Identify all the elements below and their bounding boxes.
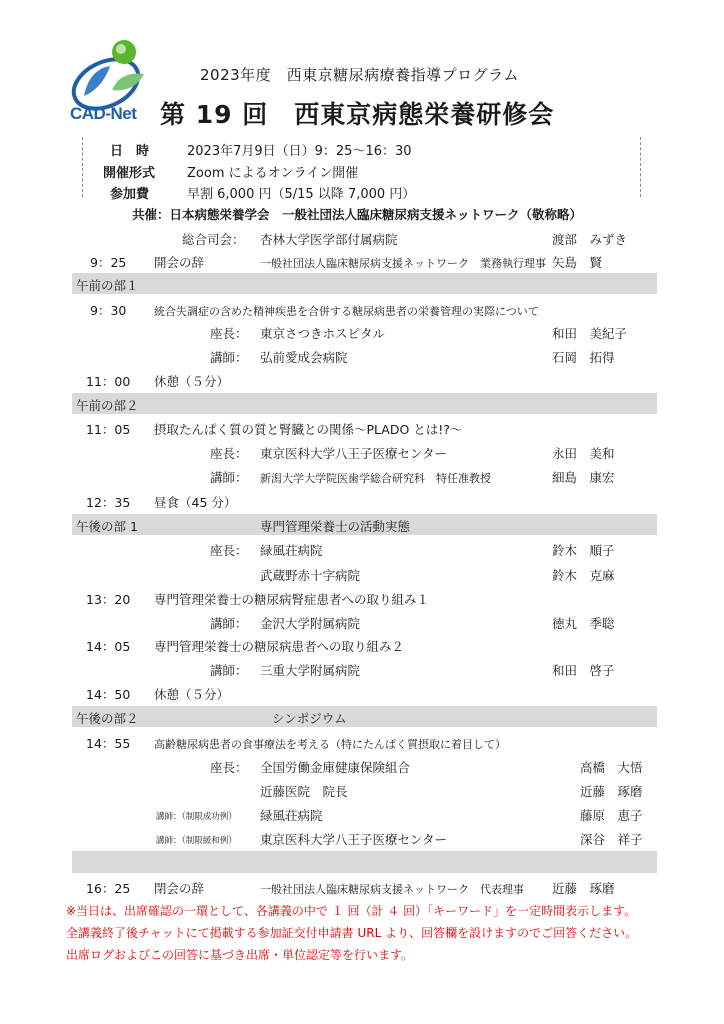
pm1a-topic: 専門管理栄養士の糖尿病腎症患者への取り組み１: [154, 592, 430, 607]
pm1b-lecturer-role: 講師：: [210, 663, 248, 678]
pm1a-time: 13：20: [86, 592, 131, 607]
am2-topic-row: [72, 417, 657, 439]
section-pm1: 午後の部 1: [76, 519, 138, 534]
pm2-lecturer-name-1: 藤原 恵子: [580, 808, 643, 823]
fee-value: 早割 6,000 円（5/15 以降 7,000 円）: [187, 187, 416, 202]
break2-row: [72, 682, 657, 704]
opening-time: 9：25: [90, 255, 127, 270]
pm1a-lecturer-row: [72, 611, 657, 633]
section-am2: 午前の部２: [76, 398, 139, 413]
am1-time: 9：30: [90, 303, 127, 318]
am2-chair-org: 東京医科大学八王子医療センター: [260, 446, 448, 461]
am2-lecturer-org: 新潟大学大学院医歯学総合研究科 特任准教授: [260, 472, 491, 485]
mc-role: 総合司会：: [182, 232, 245, 247]
am2-chair-name: 永田 美和: [552, 446, 615, 461]
pm2-chair-org-1: 全国労働金庫健康保険組合: [260, 760, 411, 775]
pm1-chair-name-2: 鈴木 克麻: [552, 568, 615, 583]
date-label: 日 時: [110, 144, 150, 159]
opening-org: 一般社団法人臨床糖尿病支援ネットワーク 業務執行理事: [260, 257, 546, 270]
closing-row: [72, 876, 657, 898]
section-band-pm2: [72, 706, 657, 727]
am1-lecturer-name: 石岡 拓得: [552, 350, 615, 365]
pm1a-lecturer-role: 講師：: [210, 616, 248, 631]
pm1-chair-org-1: 緑風荘病院: [260, 543, 323, 558]
am2-lecturer-role: 講師：: [210, 470, 248, 485]
format-value: Zoom によるオンライン開催: [187, 166, 359, 181]
note-line-3: 出席ログおよびこの回答に基づき出席・単位認定等を行います。: [66, 948, 414, 962]
lunch-label: 昼食（45 分）: [154, 495, 237, 510]
pm2-chair-row-2: [72, 779, 657, 801]
closing-time: 16：25: [86, 881, 131, 896]
opening-name: 矢島 賢: [552, 255, 603, 270]
pm1-chair-row-2: [72, 563, 657, 585]
info-divider-right: [640, 137, 641, 197]
break1-row: [72, 369, 657, 391]
am1-chair-row: [72, 321, 657, 343]
closing-label: 閉会の辞: [154, 881, 205, 896]
lunch-row: [72, 490, 657, 512]
pm1a-lecturer-name: 徳丸 季聡: [552, 616, 615, 631]
pm1a-topic-row: [72, 587, 657, 609]
mc-name: 渡部 みずき: [552, 232, 628, 247]
section-band-pm1: [72, 514, 657, 535]
note-line-1: ※当日は、出席確認の一環として、各講義の中で １ 回（計 ４ 回）「キーワード」を一定時間表示します。: [66, 904, 637, 918]
am1-topic: 統合失調症の含めた精神疾患を合併する糖尿病患者の栄養管理の実際について: [154, 305, 539, 318]
am2-time: 11：05: [86, 422, 131, 437]
pm1-chair-row-1: [72, 538, 657, 560]
am2-chair-role: 座長：: [210, 446, 248, 461]
pm1b-time: 14：05: [86, 639, 131, 654]
mc-row: [72, 227, 657, 249]
page-title: 第 19 回 西東京病態栄養研修会: [160, 100, 555, 129]
pm2-theme: シンポジウム: [272, 711, 347, 726]
pm2-chair-row-1: [72, 755, 657, 777]
break2-time: 14：50: [86, 687, 131, 702]
pm1b-lecturer-org: 三重大学附属病院: [260, 663, 361, 678]
pm1-chair-name-1: 鈴木 順子: [552, 543, 615, 558]
am1-chair-org: 東京さつきホスピタル: [260, 326, 386, 341]
pm2-lecturer-row-1: [72, 803, 657, 825]
am1-lecturer-role: 講師：: [210, 350, 248, 365]
pm1-chair-role: 座長：: [210, 543, 248, 558]
am2-lecturer-name: 細島 康宏: [552, 470, 615, 485]
break1-time: 11：00: [86, 374, 131, 389]
am1-chair-role: 座長：: [210, 326, 248, 341]
pm1-theme: 専門管理栄養士の活動実態: [260, 519, 411, 534]
fee-label: 参加費: [110, 187, 150, 202]
section-am1: 午前の部１: [76, 278, 139, 293]
lunch-time: 12：35: [86, 495, 131, 510]
am2-chair-row: [72, 441, 657, 463]
program-subtitle: 2023年度 西東京糖尿病療養指導プログラム: [200, 66, 520, 84]
pm2-chair-org-2: 近藤医院 院長: [260, 784, 348, 799]
am2-lecturer-row: [72, 465, 657, 487]
section-band-am2: [72, 393, 657, 414]
pm2-lecturer-role-2: 講師：（制限緩和例）: [156, 836, 237, 846]
pm1b-lecturer-row: [72, 658, 657, 680]
pm2-chair-role: 座長：: [210, 760, 248, 775]
am1-topic-row: [72, 298, 657, 320]
pm2-lecturer-name-2: 深谷 祥子: [580, 832, 643, 847]
pm2-lecturer-org-2: 東京医科大学八王子医療センター: [260, 832, 448, 847]
format-label: 開催形式: [103, 166, 156, 181]
opening-row: [72, 250, 657, 272]
pm1b-topic: 専門管理栄養士の糖尿病患者への取り組み２: [154, 639, 405, 654]
break2-label: 休憩（５分）: [154, 687, 230, 702]
am1-lecturer-org: 弘前愛成会病院: [260, 350, 348, 365]
pm2-lecturer-row-2: [72, 827, 657, 849]
pm2-topic-row: [72, 731, 657, 753]
pm1b-lecturer-name: 和田 啓子: [552, 663, 615, 678]
pm2-lecturer-role-1: 講師：（制限成功例）: [156, 812, 237, 822]
am1-chair-name: 和田 美紀子: [552, 326, 628, 341]
note-line-2: 全講義終了後チャットにて掲載する参加証交付申請書 URL より、回答欄を設けますのでご回答ください。: [66, 926, 638, 940]
closing-org: 一般社団法人臨床糖尿病支援ネットワーク 代表理事: [260, 883, 524, 896]
break1-label: 休憩（５分）: [154, 374, 230, 389]
am1-lecturer-row: [72, 345, 657, 367]
mc-org: 杏林大学医学部付属病院: [260, 232, 398, 247]
pm1b-topic-row: [72, 634, 657, 656]
info-divider: [82, 137, 83, 197]
pm1-chair-org-2: 武蔵野赤十字病院: [260, 568, 361, 583]
hosts: 共催：日本病態栄養学会 一般社団法人臨床糖尿病支援ネットワーク（敬称略）: [132, 207, 583, 222]
pm2-chair-name-1: 高橋 大悟: [580, 760, 643, 775]
logo-text: CAD-Net: [70, 104, 137, 123]
pm2-time: 14：55: [86, 736, 131, 751]
date-value: 2023年7月9日（日）9：25〜16：30: [187, 144, 412, 159]
section-pm2: 午後の部２: [76, 711, 139, 726]
pm2-chair-name-2: 近藤 琢磨: [580, 784, 643, 799]
am2-topic: 摂取たんぱく質の質と腎臓との関係〜PLADO とは!?〜: [154, 422, 463, 437]
pm1a-lecturer-org: 金沢大学附属病院: [260, 616, 361, 631]
closing-name: 近藤 琢磨: [552, 881, 615, 896]
empty-band: [72, 851, 657, 873]
pm2-topic: 高齢糖尿病患者の食事療法を考える（特にたんぱく質摂取に着目して）: [154, 738, 506, 751]
section-band-am1: [72, 273, 657, 294]
opening-label: 開会の辞: [154, 255, 205, 270]
pm2-lecturer-org-1: 緑風荘病院: [260, 808, 323, 823]
